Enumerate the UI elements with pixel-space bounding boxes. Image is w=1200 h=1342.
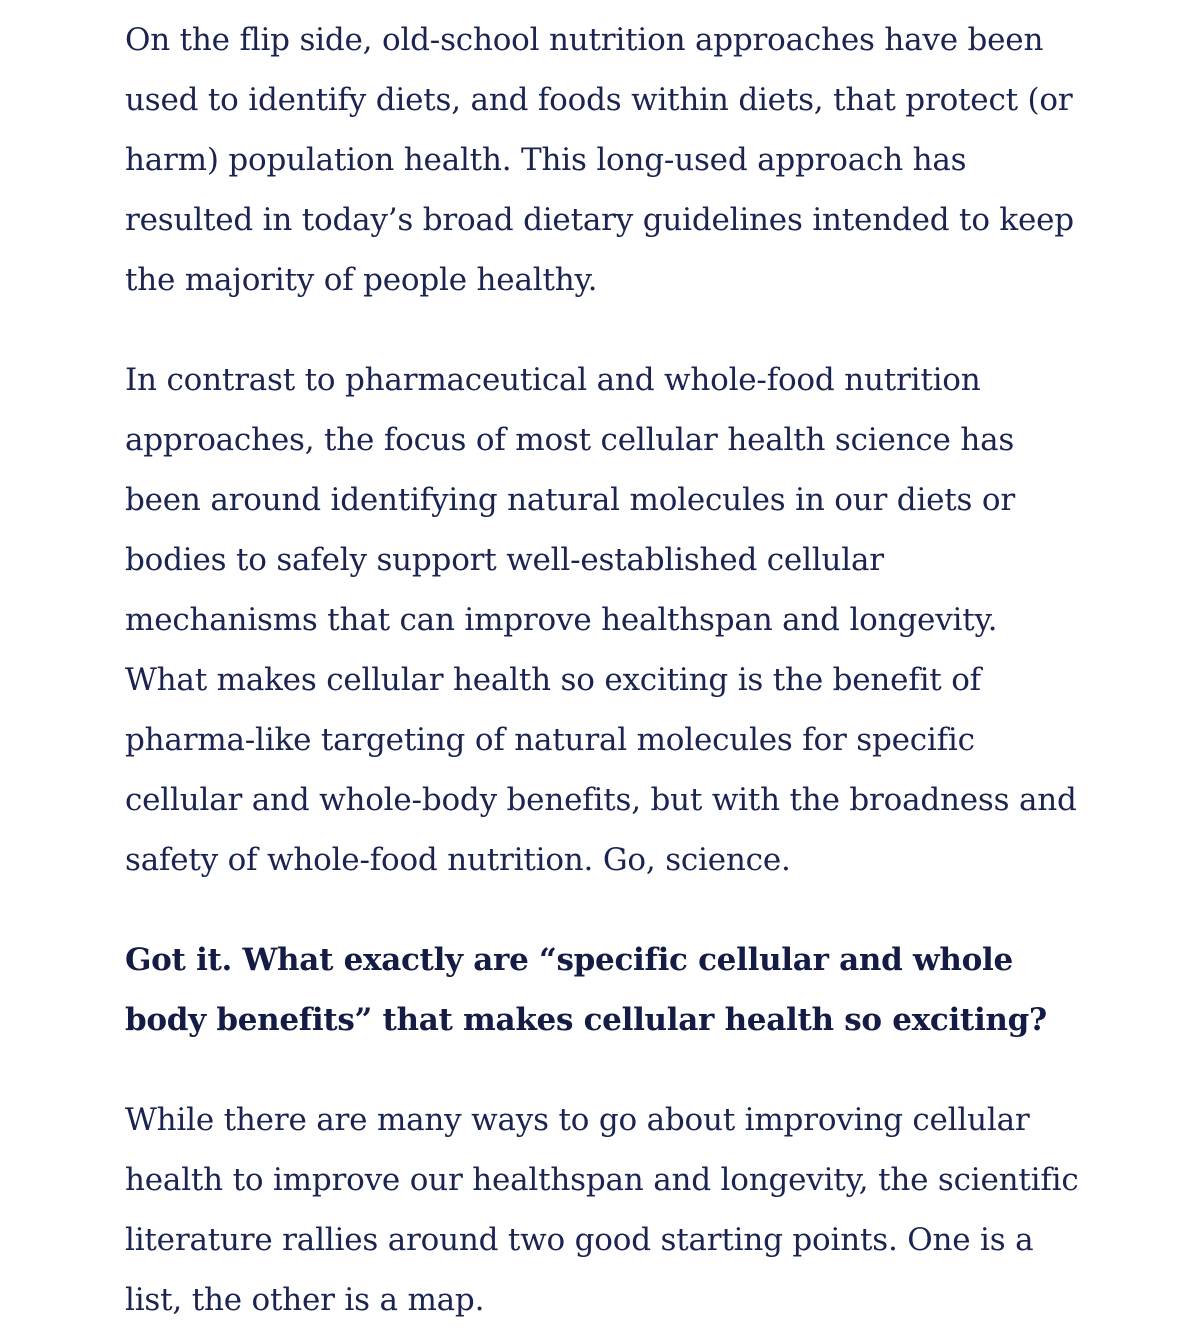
section-heading-benefits: Got it. What exactly are “specific cellular and whole body benefits” that makes cellular health so exciting? (125, 942, 1047, 1038)
paragraph-old-school-nutrition: On the flip side, old-school nutrition approaches have been used to identify diets, and foods within diets, that protect (or harm) population health. This long-used approach has resulted in today’s broad dietary guidelines intended to keep the majority of people healthy. (125, 22, 1074, 298)
article-body (125, 10, 1085, 1330)
paragraph-cellular-health-contrast: In contrast to pharmaceutical and whole-food nutrition approaches, the focus of most cellular health science has been around identifying natural molecules in our diets or bodies to safely support well-established cellular mechanisms that can improve healthspan and longevity. What makes cellular health so exciting is the benefit of pharma-like targeting of natural molecules for specific cellular and whole-body benefits, but with the broadness and safety of whole-food nutrition. Go, science. (125, 362, 1077, 878)
paragraph-starting-points: While there are many ways to go about improving cellular health to improve our healthspan and longevity, the scientific literature rallies around two good starting points. One is a list, the other is a map. (125, 1102, 1079, 1318)
